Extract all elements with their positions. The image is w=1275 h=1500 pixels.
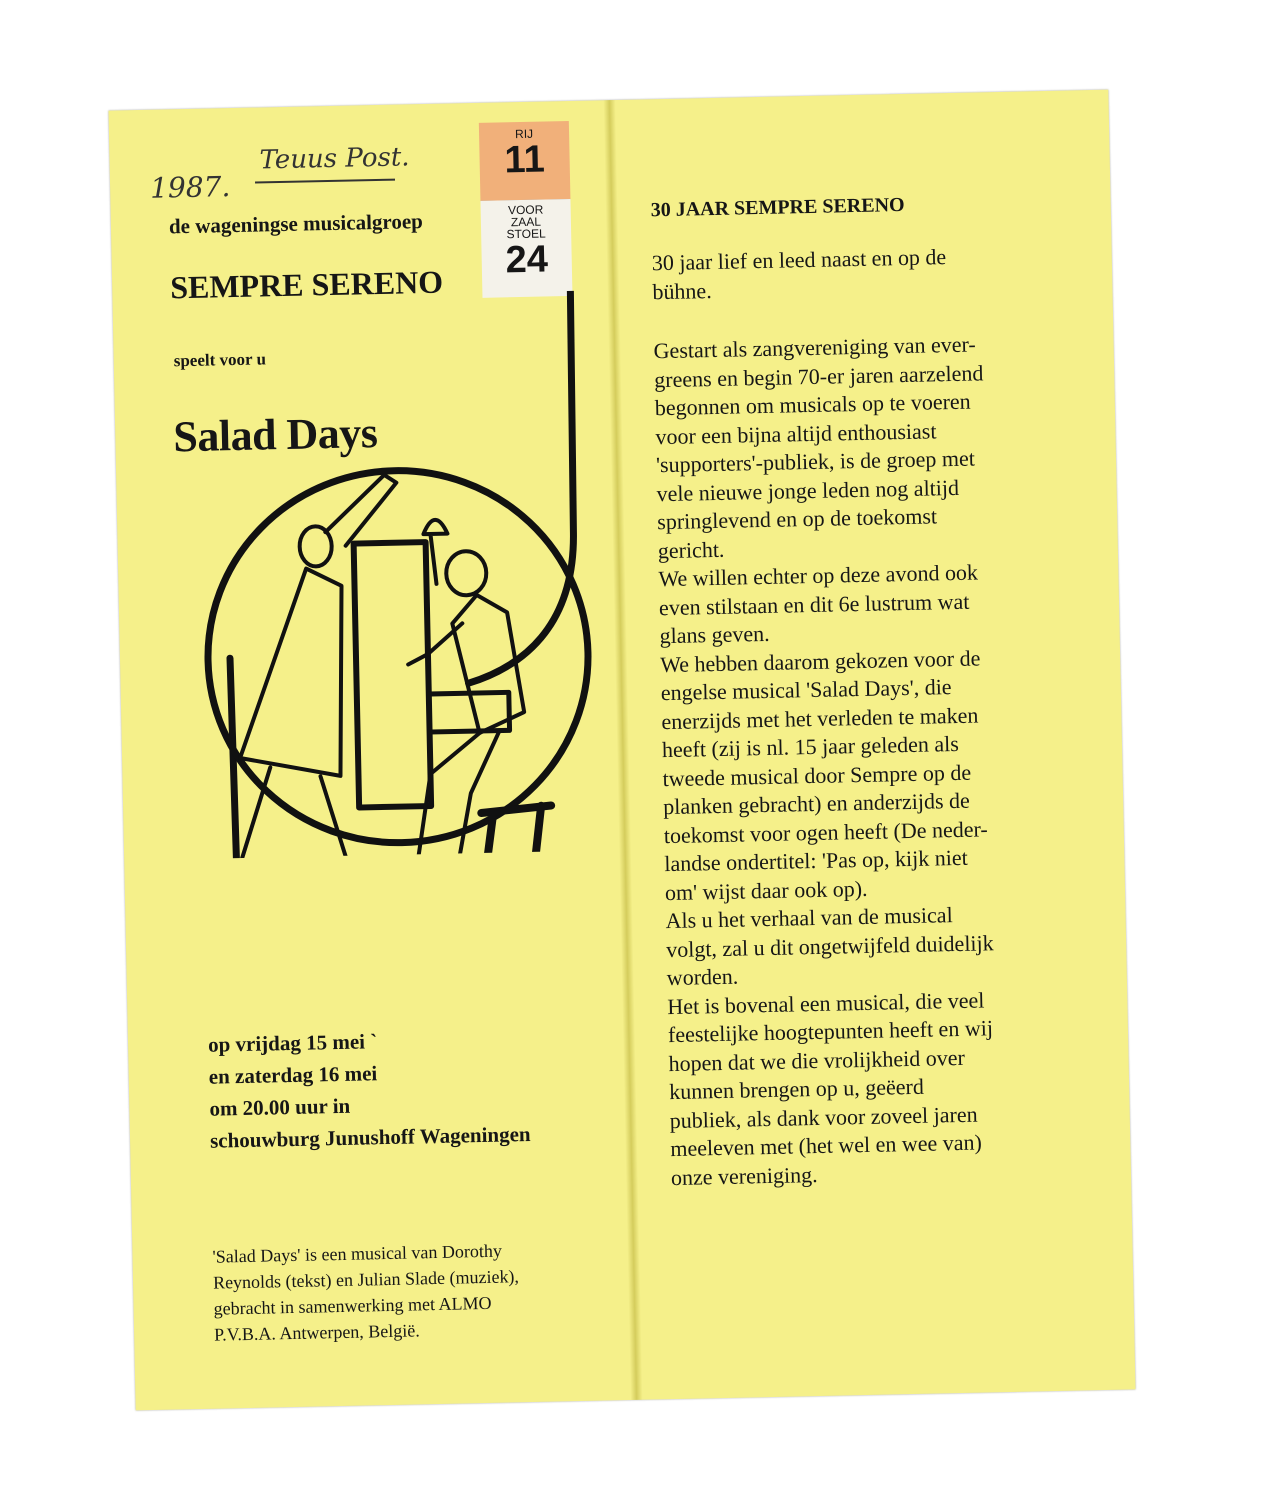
- piano: [354, 542, 432, 807]
- ticket-row-section: [479, 121, 571, 202]
- pianist-head: [446, 551, 487, 596]
- ticket-seat-number: 24: [505, 238, 549, 282]
- ticket-row-label: RIJ: [514, 126, 534, 142]
- body-line: tweede musical door Sempre op de: [662, 759, 972, 791]
- body-line: Het is bovenal een musical, die veel: [667, 986, 985, 1019]
- body-line: begonnen om musicals op te voeren: [654, 388, 971, 421]
- body-line: volgt, zal u dit ongetwijfeld duidelijk: [665, 929, 994, 962]
- date-line: en zaterdag 16 mei: [208, 1061, 378, 1089]
- body-line: greens en begin 70-er jaren aarzelend: [653, 359, 984, 392]
- body-line: landse ondertitel: 'Pas op, kijk niet: [664, 844, 968, 877]
- ticket-seat-section: [480, 199, 572, 298]
- body-line: glans geven.: [659, 620, 770, 649]
- group-line: de wageningse musicalgroep: [168, 209, 424, 239]
- body-line: voor een bijna altijd enthousiast: [655, 417, 937, 449]
- body-line: enerzijds met het verleden te maken: [661, 702, 979, 734]
- ticket-row-number: 11: [504, 138, 546, 182]
- body-line: Gestart als zangvereniging van ever-: [653, 331, 976, 364]
- credit-line: gebracht in samenwerking met ALMO: [213, 1292, 492, 1319]
- credit-line: 'Salad Days' is een musical van Dorothy: [212, 1240, 503, 1267]
- handwritten-name: Teuus Post.: [259, 142, 410, 176]
- group-name: SEMPRE SERENO: [169, 263, 444, 306]
- body-line: Als u het verhaal van de musical: [665, 902, 953, 934]
- body-line: publiek, als dank voor zoveel jaren: [669, 1101, 978, 1133]
- date-line: schouwburg Junushoff Wageningen: [209, 1122, 531, 1153]
- main-text: [653, 330, 1000, 1192]
- ticket-section-line1: VOOR: [507, 202, 544, 218]
- body-line: onze vereniging.: [670, 1161, 818, 1190]
- body-line: springlevend en op de toekomst: [656, 503, 938, 535]
- body-line: planken gebracht) en anderzijds de: [662, 787, 971, 820]
- body-line: toekomst voor ogen heeft (De neder-: [663, 815, 988, 848]
- body-line: even stilstaan en dit 6e lustrum wat: [658, 588, 970, 620]
- dancer-arms: [324, 475, 397, 546]
- ticket-seat-label: STOEL: [506, 226, 546, 242]
- credit-line: Reynolds (tekst) en Julian Slade (muziek),: [212, 1266, 520, 1293]
- body-line: kunnen brengen op u, geëerd: [668, 1073, 925, 1105]
- show-title: Salad Days: [172, 408, 378, 462]
- handwritten-underline: [255, 179, 395, 184]
- program-leaflet: [108, 90, 1135, 1411]
- intro-line: 30 jaar lief en leed naast en op de: [651, 244, 947, 276]
- body-line: We willen echter op deze avond ook: [658, 559, 979, 592]
- body-line: 'supporters'-publiek, is de groep met: [655, 445, 976, 478]
- body-line: hopen dat we die vrolijkheid over: [668, 1044, 966, 1076]
- body-line: vele nieuwe jonge leden nog altijd: [656, 474, 960, 506]
- anniversary-heading: 30 JAAR SEMPRE SERENO: [650, 193, 905, 222]
- handwritten-year: 1987.: [149, 170, 231, 205]
- intro-paragraph: [652, 243, 948, 306]
- body-line: engelse musical 'Salad Days', die: [660, 674, 952, 706]
- dancer-dress: [236, 568, 345, 778]
- ticket-section-line2: ZAAL: [510, 214, 542, 230]
- body-line: meeleven met (het wel en wee van): [670, 1129, 983, 1162]
- credits-block: [212, 1237, 520, 1347]
- body-line: heeft (zij is nl. 15 jaar geleden als: [661, 730, 960, 763]
- date-line: om 20.00 uur in: [209, 1093, 351, 1121]
- intro-line: bühne.: [652, 277, 712, 304]
- body-line: worden.: [666, 963, 739, 991]
- piano-stool: [481, 805, 553, 859]
- piano-illustration: [170, 291, 602, 860]
- pianist-arm: [407, 623, 463, 664]
- ticket-stub: [479, 121, 573, 298]
- credit-line: P.V.B.A. Antwerpen, België.: [213, 1320, 420, 1345]
- body-line: om' wijst daar ook op).: [664, 875, 868, 905]
- body-line: We hebben daarom gekozen voor de: [659, 644, 981, 677]
- date-line: op vrijdag 15 mei `: [207, 1029, 378, 1057]
- body-line: feestelijke hoogtepunten heeft en wij: [667, 1015, 994, 1048]
- presents-line: speelt voor u: [173, 349, 267, 371]
- dates-block: [208, 1022, 531, 1157]
- body-line: gericht.: [657, 536, 725, 563]
- center-fold: [603, 100, 642, 1400]
